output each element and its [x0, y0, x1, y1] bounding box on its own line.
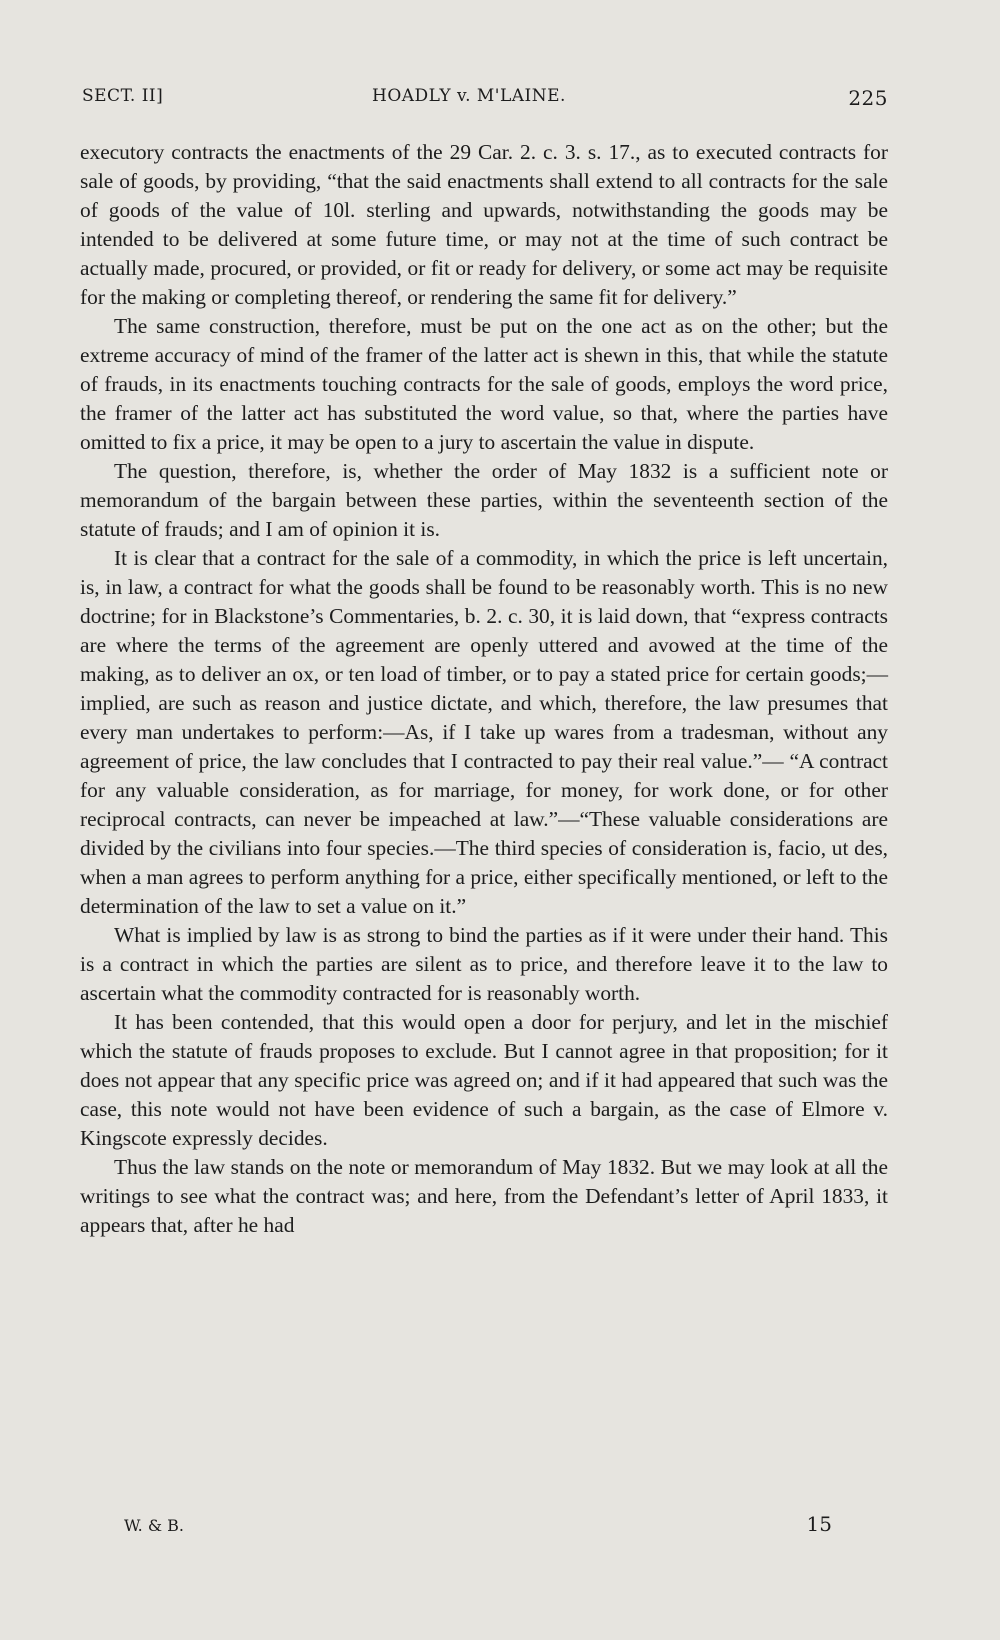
case-title: HOADLY v. M'LAINE.	[372, 86, 566, 106]
running-header	[82, 86, 888, 116]
reporter-mark: W. & B.	[124, 1516, 184, 1535]
page-number: 225	[848, 86, 888, 110]
page-footer	[82, 1512, 832, 1540]
signature-mark: 15	[806, 1512, 832, 1536]
paragraph: It is clear that a contract for the sale of a commodity, in which the price is left uncertain, is, in law, a contract for what the goods shall be found to be reasonably worth. This is no new doctrine; for in Blackstone’s Commentaries, b. 2. c. 30, it is laid down, that “express contracts are where the terms of the agreement are openly uttered and avowed at the time of the making, as to deliver an ox, or ten load of timber, or to pay a stated price for certain goods;—implied, are such as reason and justice dictate, and which, therefore, the law presumes that every man undertakes to perform:—As, if I take up wares from a tradesman, without any agreement of price, the law concludes that I contracted to pay their real value.”— “A contract for any valuable consideration, as for marriage, for money, for work done, or for other reciprocal contracts, can never be impeached at law.”—“These valuable considerations are divided by the civilians into four species.—The third species of consideration is, facio, ut des, when a man agrees to perform anything for a price, either specifically mentioned, or left to the determination of the law to set a value on it.”	[80, 546, 888, 918]
paragraph: The same construction, therefore, must be put on the one act as on the other; but the extreme accuracy of mind of the framer of the latter act is shewn in this, that while the statute of frauds, in its enactments touching contracts for the sale of goods, employs the word price, the framer of the latter act has substituted the word value, so that, where the parties have omitted to fix a price, it may be open to a jury to ascertain the value in dispute.	[80, 314, 888, 454]
page-body	[80, 138, 888, 1240]
paragraph: The question, therefore, is, whether the order of May 1832 is a sufficient note or memorandum of the bargain between these parties, within the seventeenth section of the statute of frauds; and I am of opinion it is.	[80, 459, 888, 541]
paragraph: What is implied by law is as strong to bind the parties as if it were under their hand. This is a contract in which the parties are silent as to price, and therefore leave it to the law to ascertain what the commodity contracted for is reasonably worth.	[80, 923, 888, 1005]
paragraph: It has been contended, that this would open a door for perjury, and let in the mischief which the statute of frauds proposes to exclude. But I cannot agree in that proposition; for it does not appear that any specific price was agreed on; and if it had appeared that such was the case, this note would not have been evidence of such a bargain, as the case of Elmore v. Kingscote expressly decides.	[80, 1010, 888, 1150]
section-label: SECT. II]	[82, 86, 164, 106]
paragraph: Thus the law stands on the note or memorandum of May 1832. But we may look at all the writings to see what the contract was; and here, from the Defendant’s letter of April 1833, it appears that, after he had	[80, 1155, 888, 1237]
paragraph: executory contracts the enactments of the 29 Car. 2. c. 3. s. 17., as to executed contracts for sale of goods, by providing, “that the said enactments shall extend to all contracts for the sale of goods of the value of 10l. sterling and upwards, notwithstanding the goods may be intended to be delivered at some future time, or may not at the time of such contract be actually made, procured, or provided, or fit or ready for delivery, or some act may be requisite for the making or completing thereof, or rendering the same fit for delivery.”	[80, 140, 888, 309]
